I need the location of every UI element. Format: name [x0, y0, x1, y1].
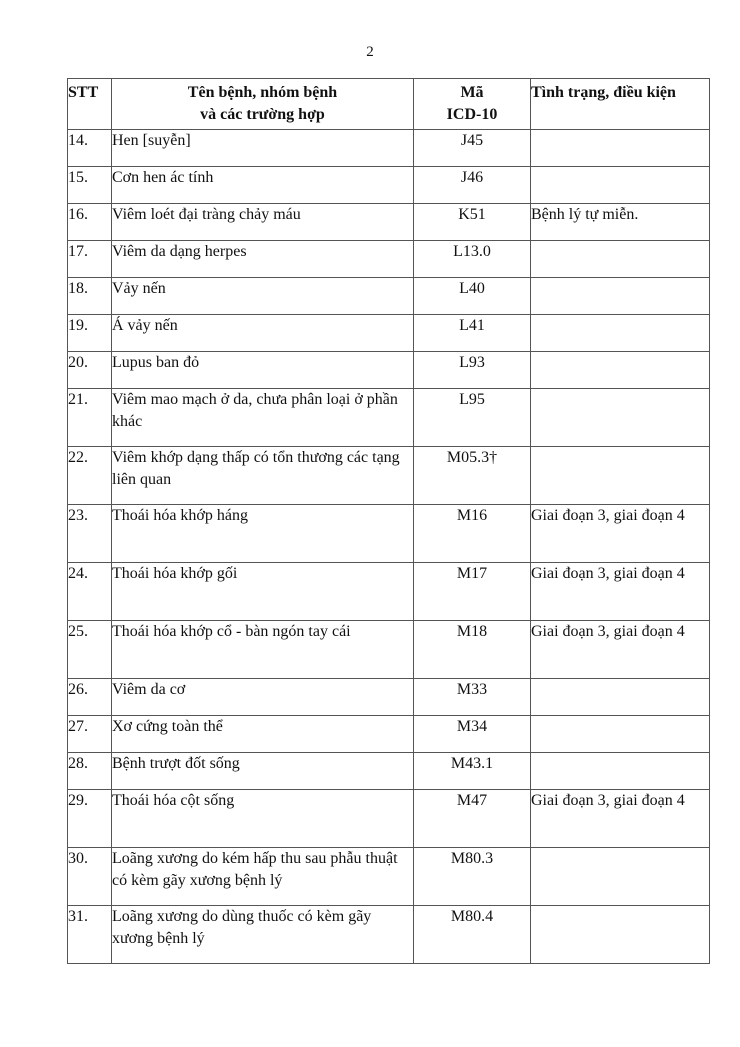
- row-icd-code: J45: [414, 130, 531, 167]
- header-stt: STT: [68, 79, 112, 130]
- row-icd-code: M43.1: [414, 753, 531, 790]
- row-disease-name: Á vảy nến: [112, 315, 414, 352]
- row-condition: [531, 278, 710, 315]
- row-icd-code: M80.3: [414, 848, 531, 906]
- row-disease-name: Xơ cứng toàn thể: [112, 716, 414, 753]
- row-disease-name: Loãng xương do kém hấp thu sau phẫu thuật có kèm gãy xương bệnh lý: [112, 848, 414, 906]
- page-number: 2: [366, 44, 374, 60]
- row-condition: [531, 679, 710, 716]
- table-row: [68, 389, 710, 447]
- row-condition: [531, 906, 710, 964]
- row-disease-name: Loãng xương do dùng thuốc có kèm gãy xương bệnh lý: [112, 906, 414, 964]
- row-stt: 27.: [68, 716, 112, 753]
- row-icd-code: K51: [414, 204, 531, 241]
- row-stt: 20.: [68, 352, 112, 389]
- row-disease-name: Viêm mao mạch ở da, chưa phân loại ở phần khác: [112, 389, 414, 447]
- row-stt: 24.: [68, 563, 112, 621]
- row-icd-code: M47: [414, 790, 531, 848]
- table-row: [68, 753, 710, 790]
- header-disease-name-line1: Tên bệnh, nhóm bệnh: [187, 84, 338, 101]
- table-row: [68, 204, 710, 241]
- row-icd-code: L40: [414, 278, 531, 315]
- row-stt: 30.: [68, 848, 112, 906]
- row-disease-name: Hen [suyễn]: [112, 130, 414, 167]
- row-disease-name: Viêm da cơ: [112, 679, 414, 716]
- row-disease-name: Viêm loét đại tràng chảy máu: [112, 204, 414, 241]
- row-stt: 29.: [68, 790, 112, 848]
- row-icd-code: M33: [414, 679, 531, 716]
- table-row: [68, 278, 710, 315]
- table-row: [68, 679, 710, 716]
- table-body: [68, 130, 710, 964]
- row-condition: Giai đoạn 3, giai đoạn 4: [531, 790, 710, 848]
- row-condition: [531, 848, 710, 906]
- table-row: [68, 848, 710, 906]
- row-stt: 15.: [68, 167, 112, 204]
- table-row: [68, 716, 710, 753]
- table-row: [68, 241, 710, 278]
- table-row: [68, 352, 710, 389]
- row-condition: [531, 753, 710, 790]
- row-disease-name: Thoái hóa khớp cổ - bàn ngón tay cái: [112, 621, 414, 679]
- row-icd-code: M05.3†: [414, 447, 531, 505]
- table-row: [68, 563, 710, 621]
- row-stt: 16.: [68, 204, 112, 241]
- table-row: [68, 505, 710, 563]
- row-stt: 23.: [68, 505, 112, 563]
- row-icd-code: M16: [414, 505, 531, 563]
- row-condition: [531, 352, 710, 389]
- header-icd-code-line1: Mã: [460, 84, 484, 101]
- row-disease-name: Thoái hóa khớp gối: [112, 563, 414, 621]
- row-condition: [531, 130, 710, 167]
- row-icd-code: M17: [414, 563, 531, 621]
- row-condition: [531, 241, 710, 278]
- table-row: [68, 906, 710, 964]
- row-stt: 26.: [68, 679, 112, 716]
- row-icd-code: L95: [414, 389, 531, 447]
- header-icd-code-line2: ICD-10: [446, 106, 498, 123]
- row-disease-name: Bệnh trượt đốt sống: [112, 753, 414, 790]
- row-disease-name: Lupus ban đỏ: [112, 352, 414, 389]
- row-disease-name: Thoái hóa cột sống: [112, 790, 414, 848]
- row-condition: [531, 167, 710, 204]
- table-row: [68, 130, 710, 167]
- table-row: [68, 315, 710, 352]
- table-row: [68, 447, 710, 505]
- row-icd-code: M34: [414, 716, 531, 753]
- row-condition: Bệnh lý tự miễn.: [531, 204, 710, 241]
- row-disease-name: Viêm da dạng herpes: [112, 241, 414, 278]
- row-condition: [531, 389, 710, 447]
- row-stt: 25.: [68, 621, 112, 679]
- header-disease-name-line2: và các trường hợp: [200, 106, 325, 123]
- table-header: [68, 79, 710, 130]
- row-icd-code: J46: [414, 167, 531, 204]
- row-disease-name: Vảy nến: [112, 278, 414, 315]
- row-stt: 19.: [68, 315, 112, 352]
- row-icd-code: L13.0: [414, 241, 531, 278]
- row-icd-code: L93: [414, 352, 531, 389]
- row-icd-code: M80.4: [414, 906, 531, 964]
- row-stt: 31.: [68, 906, 112, 964]
- icd-table: [67, 78, 710, 964]
- row-icd-code: L41: [414, 315, 531, 352]
- table-row: [68, 167, 710, 204]
- row-disease-name: Cơn hen ác tính: [112, 167, 414, 204]
- row-condition: Giai đoạn 3, giai đoạn 4: [531, 505, 710, 563]
- row-disease-name: Viêm khớp dạng thấp có tổn thương các tạng liên quan: [112, 447, 414, 505]
- row-stt: 28.: [68, 753, 112, 790]
- row-disease-name: Thoái hóa khớp háng: [112, 505, 414, 563]
- table-row: [68, 790, 710, 848]
- row-condition: [531, 716, 710, 753]
- row-stt: 21.: [68, 389, 112, 447]
- row-icd-code: M18: [414, 621, 531, 679]
- row-stt: 18.: [68, 278, 112, 315]
- header-condition: Tình trạng, điều kiện: [531, 79, 710, 130]
- row-stt: 22.: [68, 447, 112, 505]
- row-condition: Giai đoạn 3, giai đoạn 4: [531, 621, 710, 679]
- row-condition: [531, 447, 710, 505]
- table-row: [68, 621, 710, 679]
- header-icd-code: [414, 79, 531, 130]
- row-stt: 14.: [68, 130, 112, 167]
- row-stt: 17.: [68, 241, 112, 278]
- header-disease-name: [112, 79, 414, 130]
- row-condition: [531, 315, 710, 352]
- row-condition: Giai đoạn 3, giai đoạn 4: [531, 563, 710, 621]
